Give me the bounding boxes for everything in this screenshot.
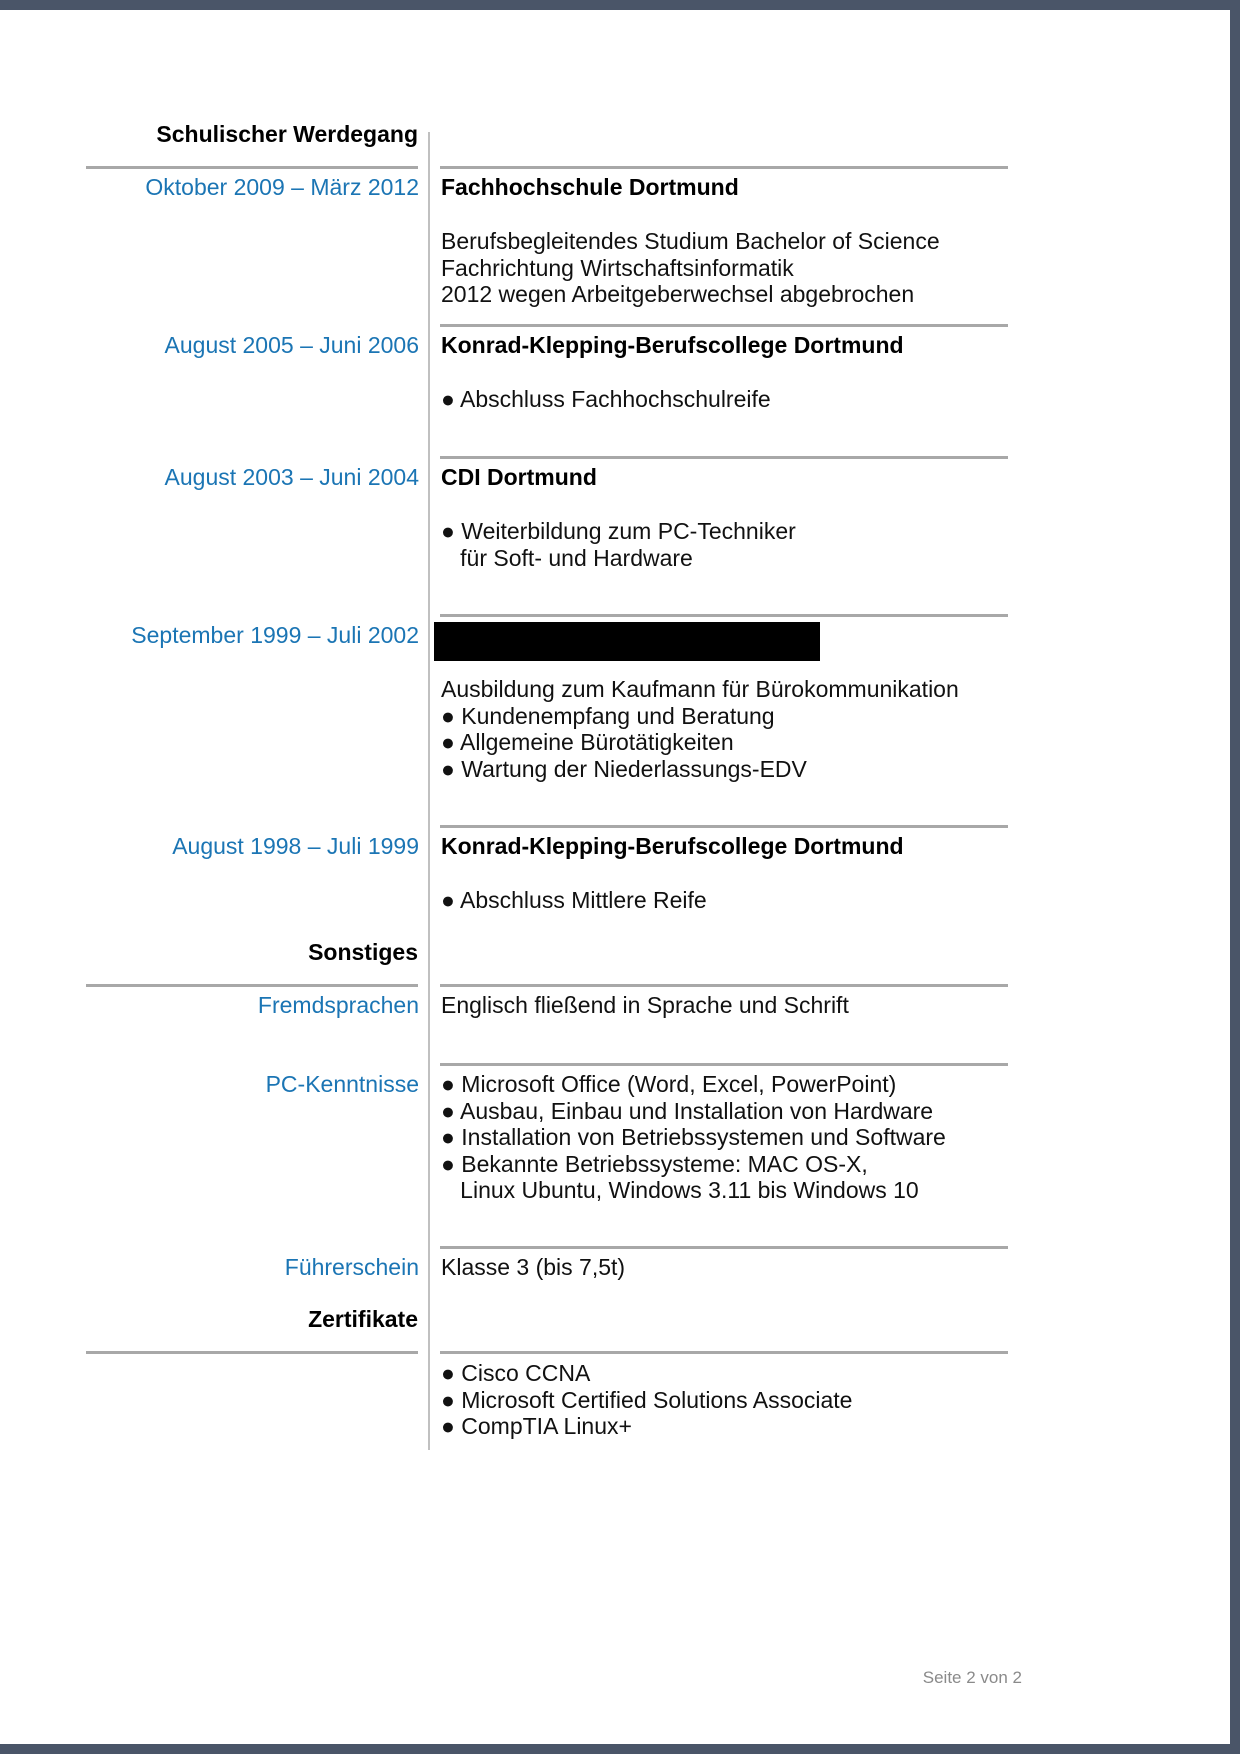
education-date: Oktober 2009 – März 2012: [145, 174, 419, 200]
education-line: ● Allgemeine Bürotätigkeiten: [441, 729, 734, 755]
other-line: ● Microsoft Office (Word, Excel, PowerPoint): [441, 1071, 897, 1097]
education-line: Fachrichtung Wirtschaftsinformatik: [441, 254, 794, 281]
vertical-divider: [428, 132, 430, 1450]
section-heading-zertifikate: Zertifikate: [308, 1306, 418, 1332]
section-rule-left: [86, 166, 418, 169]
section-rule-left: [86, 1351, 418, 1354]
education-title: CDI Dortmund: [441, 464, 597, 490]
education-date: August 2003 – Juni 2004: [164, 464, 419, 490]
other-line: Klasse 3 (bis 7,5t): [441, 1254, 626, 1280]
section-rule-right: [440, 166, 1008, 169]
other-line: ● Ausbau, Einbau und Installation von Hardware: [441, 1097, 934, 1124]
education-title: Konrad-Klepping-Berufscollege Dortmund: [441, 833, 904, 859]
education-line: für Soft- und Hardware: [441, 544, 693, 571]
other-line: Linux Ubuntu, Windows 3.11 bis Windows 10: [441, 1177, 919, 1203]
certificate-item: ● Cisco CCNA: [441, 1360, 591, 1386]
education-line: Berufsbegleitendes Studium Bachelor of Science: [441, 228, 940, 254]
section-heading-schulischer-werdegang: Schulischer Werdegang: [156, 121, 418, 147]
education-line: ● Weiterbildung zum PC-Techniker: [441, 518, 796, 544]
education-title: Fachhochschule Dortmund: [441, 174, 739, 200]
education-date: August 1998 – Juli 1999: [172, 833, 419, 859]
section-rule-left: [86, 984, 418, 987]
education-line: ● Wartung der Niederlassungs-EDV: [441, 755, 807, 782]
education-line: ● Abschluss Fachhochschulreife: [441, 386, 771, 412]
section-heading-sonstiges: Sonstiges: [308, 939, 418, 965]
education-line: ● Kundenempfang und Beratung: [441, 702, 775, 729]
section-rule-right: [440, 984, 1008, 987]
other-label-pc-kenntnisse: PC-Kenntnisse: [265, 1071, 419, 1097]
certificate-item: ● CompTIA Linux+: [441, 1413, 632, 1439]
entry-rule: [440, 456, 1008, 459]
redacted-institution-block: [434, 622, 820, 661]
education-line: Ausbildung zum Kaufmann für Bürokommunikation: [441, 676, 959, 702]
education-date: August 2005 – Juni 2006: [164, 332, 419, 358]
page-number: Seite 2 von 2: [922, 1668, 1022, 1687]
entry-rule: [440, 825, 1008, 828]
education-date: September 1999 – Juli 2002: [131, 622, 419, 648]
section-rule-right: [440, 1351, 1008, 1354]
other-line: Englisch fließend in Sprache und Schrift: [441, 992, 849, 1018]
other-label-fremdsprachen: Fremdsprachen: [257, 992, 419, 1018]
education-line: 2012 wegen Arbeitgeberwechsel abgebrochen: [441, 281, 915, 307]
other-line: ● Installation von Betriebssystemen und Software: [441, 1124, 946, 1150]
other-label-fuehrerschein: Führerschein: [284, 1254, 419, 1280]
document-page: [0, 10, 1230, 1744]
other-line: ● Bekannte Betriebssysteme: MAC OS-X,: [441, 1150, 868, 1177]
education-title: Konrad-Klepping-Berufscollege Dortmund: [441, 332, 904, 358]
entry-rule: [440, 324, 1008, 327]
certificate-item: ● Microsoft Certified Solutions Associate: [441, 1386, 853, 1413]
entry-rule: [440, 1246, 1008, 1249]
entry-rule: [440, 1063, 1008, 1066]
education-line: ● Abschluss Mittlere Reife: [441, 887, 707, 913]
entry-rule: [440, 614, 1008, 617]
